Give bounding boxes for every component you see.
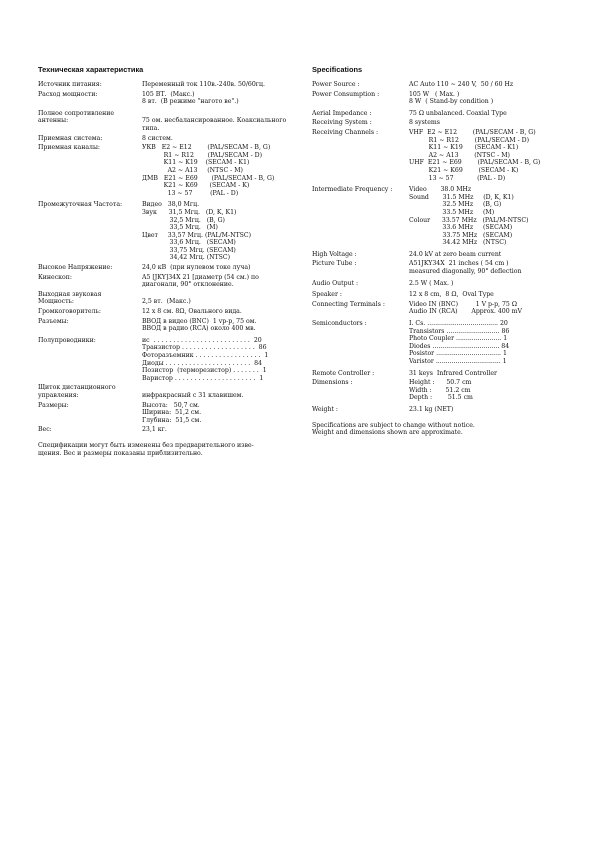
spec-value-line: R1 ~ R12 (PAL/SECAM - D) (142, 151, 263, 159)
spec-value (142, 318, 300, 333)
spec-value-line: ДМВ E21 ~ E69 (PAL/SECAM - B, G) (142, 174, 275, 182)
spec-value-line: Varistor ................................. 1 (409, 358, 507, 365)
spec-value-line: 34,42 Мгц. (NTSC) (142, 254, 231, 262)
spec-value-line: 75 ом. несбалансированное. Коаксиального (142, 117, 287, 125)
spec-label-line: Connecting Terminals : (312, 300, 385, 308)
spec-label (312, 379, 409, 387)
spec-value-line: Переменный ток 110в.-240в. 50/60гц. (142, 81, 265, 88)
spec-label-line: Мощность: (38, 298, 75, 306)
spec-value-line: Photo Coupler ....................... 1 (409, 335, 508, 343)
spec-row (38, 337, 300, 383)
spec-row (38, 264, 300, 272)
spec-value-line: типа. (142, 124, 160, 132)
spec-label (38, 274, 142, 282)
spec-row (38, 201, 300, 262)
english-note (312, 422, 562, 437)
spec-value-line: 24.0 kV at zero beam current (409, 250, 502, 258)
spec-label-line: антенны: (38, 117, 69, 125)
spec-row (38, 291, 300, 306)
spec-value-line: Transistors ........................... 86 (409, 327, 510, 335)
spec-value-line: Audio IN (RCA) Approx. 400 mV (409, 308, 522, 316)
spec-value-line: 23,1 кг. (142, 426, 167, 434)
spec-label (312, 280, 409, 288)
spec-row (312, 280, 562, 288)
spec-label (312, 119, 409, 127)
spec-value-line: AC Auto 110 ~ 240 V, 50 / 60 Hz (409, 81, 514, 88)
note-line: Specifications are subject to change without notice. (312, 421, 475, 429)
spec-label (312, 186, 409, 194)
spec-value (409, 406, 562, 414)
spec-label (312, 406, 409, 414)
spec-label (312, 81, 409, 89)
spec-label-line: Semiconductors : (312, 320, 367, 328)
spec-value-line: K21 ~ K69 (SECAM - K) (142, 182, 250, 190)
spec-row (312, 91, 562, 106)
spec-value-line: диагонали, 90° отклонение. (142, 281, 234, 289)
spec-value (409, 280, 562, 288)
spec-value-line: K11 ~ K19 (SECAM - K1) (409, 144, 519, 152)
spec-value-line: Diodes .................................. 84 (409, 342, 510, 350)
spec-row (312, 301, 562, 316)
spec-value-line: Высота: 50,7 см. (142, 401, 200, 409)
spec-label-line: Intermediate Frequency : (312, 186, 393, 194)
spec-label-line: Кинескоп: (38, 273, 72, 281)
spec-row (312, 406, 562, 414)
spec-value (142, 264, 300, 272)
spec-value-line: Цвет 33,57 Мгц. (PAL/M-NTSC) (142, 231, 251, 239)
spec-label (312, 320, 409, 328)
spec-label-line: Receiving Channels : (312, 128, 379, 136)
spec-row (312, 320, 562, 366)
spec-label-line: Приемная система: (38, 134, 103, 142)
spec-label-line: Audio Output : (312, 279, 359, 287)
spec-label-line: Полное сопротивление (38, 109, 115, 117)
spec-value-line: UHF E21 ~ E69 (PAL/SECAM - B, G) (409, 159, 541, 167)
spec-value-line: Colour 33.57 MHz (PAL/M-NTSC) (409, 216, 529, 224)
spec-row (38, 274, 300, 289)
spec-row (312, 110, 562, 118)
spec-row (38, 135, 300, 143)
spec-row (312, 260, 562, 275)
spec-label (312, 370, 409, 378)
spec-value-line: A51JKY34X 21 inches ( 54 cm ) (409, 260, 509, 268)
spec-value-line: measured diagonally, 90° deflection (409, 268, 522, 276)
spec-value-line: ВВОД в видео (BNC) 1 vp-p, 75 ом. (142, 317, 257, 325)
spec-value-line: 33.6 MHz (SECAM) (409, 224, 513, 232)
spec-label-line: Высокое Напряжение: (38, 264, 113, 272)
spec-value-line: A5 [JKY]34X 21 [диаметр (54 см.) по (142, 273, 259, 281)
spec-row (312, 251, 562, 259)
spec-label (38, 110, 142, 125)
spec-value-line: 105 ВТ. (Макс.) (142, 90, 195, 98)
spec-value-line: Video IN (BNC) 1 V p-p, 75 Ω (409, 300, 517, 308)
spec-label (38, 337, 142, 345)
spec-value-line: A2 ~ A13 (NTSC - M) (409, 151, 510, 159)
spec-row (38, 110, 300, 133)
spec-label-line: Расход мощности: (38, 90, 98, 98)
spec-row (38, 402, 300, 425)
spec-label (312, 251, 409, 259)
spec-value-line: Ширина: 51,2 см. (142, 409, 202, 417)
spec-value-line: Sound 31.5 MHz (D, K, K1) (409, 193, 514, 201)
spec-value-line: 33.5 MHz (M) (409, 208, 495, 216)
russian-title: Техническая характеристика (38, 65, 144, 74)
spec-value-line: 8 systems (409, 119, 440, 127)
spec-label-line: Power Consumption : (312, 90, 380, 98)
spec-value-line: K11 ~ K19 (SECAM - K1) (142, 159, 250, 167)
spec-value-line: R1 ~ R12 (PAL/SECAM - D) (409, 136, 530, 144)
spec-label-line: управления: (38, 391, 79, 399)
spec-value-line: 13 ~ 57 (PAL - D) (142, 189, 239, 197)
spec-value-line (142, 110, 300, 118)
spec-value (409, 110, 562, 118)
spec-value-line: ис . . . . . . . . . . . . . . . . . . . . . . . . . 20 (142, 336, 262, 344)
spec-value-line: 8 вт. (В режиме "нагото ве".) (142, 98, 239, 106)
spec-value-line: 34.42 MHz (NTSC) (409, 239, 507, 247)
spec-value (142, 384, 300, 399)
spec-label (38, 426, 142, 434)
spec-value-line: I. Cs. .................................... 20 (409, 320, 508, 328)
spec-value-line: Видео 38,0 Мгц. (142, 201, 200, 209)
spec-label-line: Picture Tube : (312, 260, 357, 268)
spec-value-line: Фоторазъемник . . . . . . . . . . . . . . . . . 1 (142, 352, 269, 359)
spec-row (38, 91, 300, 106)
spec-value-line: K21 ~ K69 (SECAM - K) (409, 166, 519, 174)
spec-label (312, 301, 409, 309)
spec-label (38, 81, 142, 89)
note-line: Спецификации могут быть изменены без предварительного изве- (38, 441, 254, 449)
russian-note (38, 442, 300, 457)
spec-label-line: Dimensions : (312, 379, 353, 387)
note-line: Weight and dimensions shown are approximate. (312, 429, 463, 437)
russian-spec-list (38, 81, 300, 436)
english-spec-list (312, 81, 562, 416)
spec-value (409, 301, 562, 316)
spec-label (38, 318, 142, 326)
spec-value-line: 2,5 вт. (Макс.) (142, 298, 191, 306)
spec-value-line: ВВОД в радио (RCA) около 400 мв. (142, 325, 256, 333)
spec-label (38, 291, 142, 306)
spec-value-line: Звук 31,5 Мгц. (D, K, K1) (142, 208, 237, 216)
spec-value-line: VHF E2 ~ E12 (PAL/SECAM - B, G) (409, 128, 536, 136)
spec-value (409, 370, 562, 378)
spec-value-line: 32.5 MHz (B, G) (409, 201, 502, 209)
spec-row (312, 81, 562, 89)
spec-value-line: 33,75 Мгц. (SECAM) (142, 246, 236, 254)
spec-label (38, 384, 142, 399)
spec-label-line: Weight : (312, 405, 338, 413)
spec-value-line: 75 Ω unbalanced. Coaxial Type (409, 109, 507, 117)
spec-value (409, 91, 562, 106)
spec-value (142, 402, 300, 425)
spec-value (409, 320, 562, 366)
spec-value-line: 105 W ( Max. ) (409, 90, 460, 98)
spec-value (142, 426, 300, 434)
spec-label-line: Speaker : (312, 291, 342, 299)
spec-row (312, 291, 562, 299)
spec-value-line: 31 keys Infrared Controller (409, 369, 497, 377)
spec-value-line: 2.5 W ( Max. ) (409, 279, 454, 287)
spec-value-line: 33.75 MHz (SECAM) (409, 231, 513, 239)
spec-label-line: Размеры: (38, 401, 69, 409)
spec-value-line: Варистор . . . . . . . . . . . . . . . . . . . . . 1 (142, 374, 264, 382)
spec-value-line: A2 ~ A13 (NTSC - M) (142, 166, 243, 174)
spec-label-line: Разъемы: (38, 317, 69, 325)
spec-value-line: 8 систем. (142, 134, 173, 142)
spec-label-line: Aerial Impedance : (312, 109, 372, 117)
spec-label-line: Источник питания: (38, 81, 102, 88)
spec-label (312, 260, 409, 268)
spec-label-line: Полупроводники: (38, 336, 96, 344)
spec-value-line: Транзистор . . . . . . . . . . . . . . . . . . . 86 (142, 344, 267, 352)
russian-specifications (38, 66, 300, 457)
spec-value-line: 24,0 кВ (при нулевом токе луча) (142, 264, 251, 272)
spec-value-line: Posistor ................................. 1 (409, 350, 507, 358)
spec-value-line: Height : 50.7 cm (409, 379, 472, 387)
spec-label-line: Приемная каналы: (38, 144, 100, 152)
spec-value-line (142, 384, 300, 392)
spec-label (312, 129, 409, 137)
spec-row (312, 186, 562, 247)
spec-value-line: Width : 51.2 cm (409, 386, 471, 394)
spec-row (312, 370, 562, 378)
spec-value (142, 308, 300, 316)
spec-value-line: 12 x 8 cm, 8 Ω, Oval Type (409, 291, 494, 299)
spec-label-line: Громкоговоритель: (38, 308, 101, 316)
spec-value-line: инфракрасный с 31 клавишем. (142, 391, 244, 399)
spec-label-line: Remote Controller : (312, 369, 375, 377)
spec-label-line: Receiving System : (312, 119, 372, 127)
spec-value-line: 8 W ( Stand-by condition ) (409, 98, 494, 106)
spec-label (312, 110, 409, 118)
spec-label-line: Промежуточная Частота: (38, 201, 123, 209)
spec-value (142, 144, 300, 197)
spec-value (409, 81, 562, 89)
spec-value-line (142, 291, 300, 299)
spec-value (142, 81, 300, 89)
spec-value (142, 201, 300, 262)
spec-row (38, 384, 300, 399)
spec-value-line: 33,5 Мгц. (M) (142, 224, 218, 232)
spec-value (142, 91, 300, 106)
spec-row (38, 426, 300, 434)
spec-value (142, 135, 300, 143)
spec-value-line: 32,5 Мгц. (B, G) (142, 216, 225, 224)
spec-row (312, 379, 562, 402)
spec-value-line: Диоды . . . . . . . . . . . . . . . . . . . . . . 84 (142, 359, 262, 367)
spec-label-line: Вес: (38, 426, 52, 434)
spec-label-line: Выходная звуковая (38, 290, 102, 298)
spec-value (142, 291, 300, 306)
spec-label (38, 144, 142, 152)
english-specifications (312, 66, 562, 437)
spec-row (38, 144, 300, 197)
spec-value-line: 23.1 kg (NET) (409, 405, 454, 413)
spec-label-line: Щиток дистанционного (38, 384, 116, 392)
spec-label-line: Power Source : (312, 81, 360, 88)
spec-value (409, 291, 562, 299)
spec-label (38, 135, 142, 143)
spec-value-line: Глубина: 51,5 см. (142, 416, 202, 424)
spec-value (409, 251, 562, 259)
spec-value-line: Depth : 51.5 cm (409, 394, 473, 402)
spec-label (38, 264, 142, 272)
spec-row (38, 308, 300, 316)
spec-value (409, 260, 562, 275)
spec-value (409, 119, 562, 127)
spec-value-line: Позистор (терморезистор) . . . . . . . 1 (142, 367, 267, 375)
spec-value (409, 186, 562, 247)
spec-label (38, 308, 142, 316)
spec-label (312, 291, 409, 299)
spec-value (409, 379, 562, 402)
spec-label (38, 91, 142, 99)
spec-value-line: УКВ E2 ~ E12 (PAL/SECAM - B, G) (142, 144, 271, 152)
spec-row (38, 81, 300, 89)
spec-row (312, 129, 562, 182)
english-title: Specifications (312, 65, 363, 74)
spec-value-line: 12 x 8 см. 8Ω, Овального вида. (142, 308, 242, 316)
note-line: щения. Вес и размеры показаны приблизительно. (38, 449, 203, 457)
spec-value-line: 33,6 Мгц. (SECAM) (142, 239, 236, 247)
spec-row (38, 318, 300, 333)
spec-value (142, 274, 300, 289)
spec-value-line: 13 ~ 57 (PAL - D) (409, 174, 506, 182)
spec-value-line: Video 38.0 MHz (409, 186, 472, 194)
spec-label (312, 91, 409, 99)
spec-row (312, 119, 562, 127)
spec-value (142, 110, 300, 133)
spec-value (142, 337, 300, 383)
spec-label-line: High Voltage : (312, 250, 357, 258)
spec-value (409, 129, 562, 182)
spec-label (38, 201, 142, 209)
spec-label (38, 402, 142, 410)
